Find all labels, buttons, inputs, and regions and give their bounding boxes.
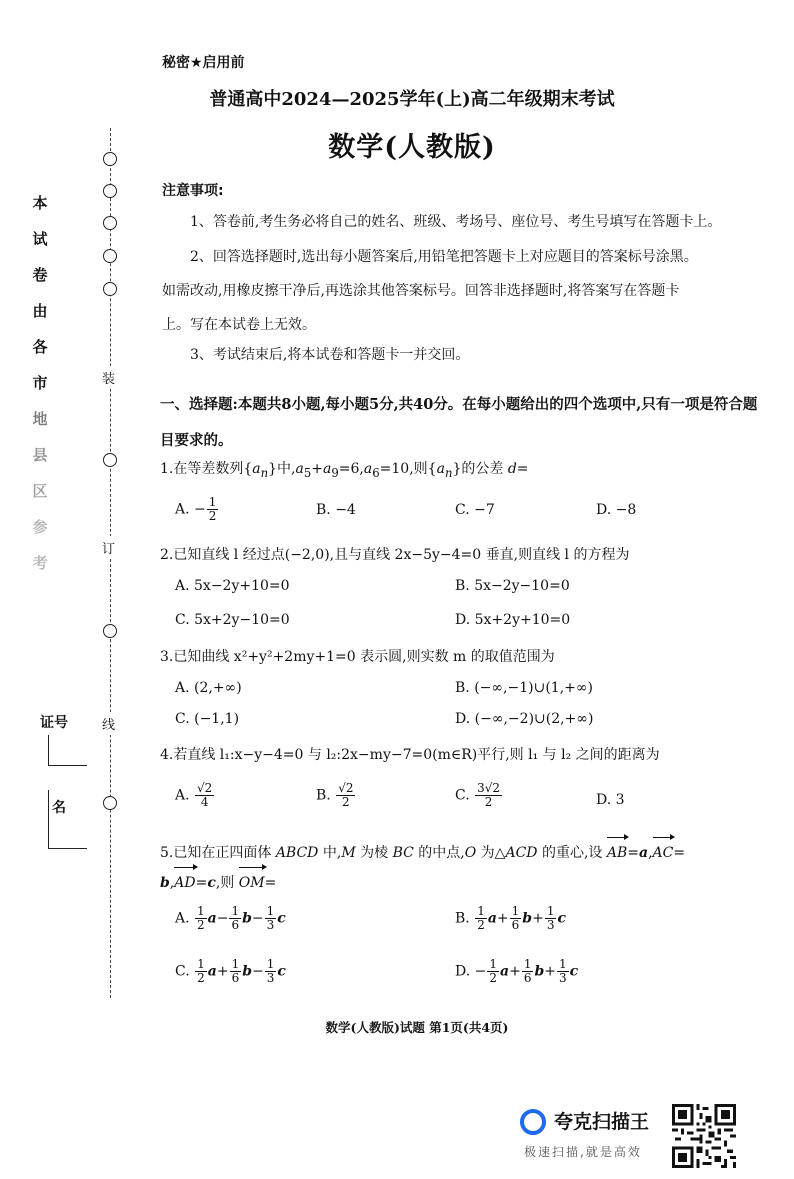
question-3: 3.已知曲线 x²+y²+2my+1=0 表示圆,则实数 m 的取值范围为 <box>160 649 555 665</box>
binding-char-ding: 订 <box>102 536 115 559</box>
note-item: 2、回答选择题时,选出每小题答案后,用铅笔把答题卡上对应题目的答案标号涂黑。 <box>190 249 698 265</box>
q1-option-b: B. −4 <box>316 502 356 518</box>
binding-hole-icon <box>103 216 117 230</box>
q4-option-b: B. $\frac{√2}{2}$ <box>316 781 354 809</box>
q2-option-d: D. 5x+2y+10=0 <box>455 612 571 628</box>
side-vertical-text: 本 试 卷 由 各 市 地 县 区 参 考 <box>32 194 48 572</box>
q1-option-a: A. − $\frac{1}{2}$ <box>175 495 217 523</box>
q4-option-c: C. $\frac{3√2}{2}$ <box>455 781 501 809</box>
binding-hole-icon <box>103 184 117 198</box>
q4-option-a: A. $\frac{√2}{4}$ <box>175 781 213 809</box>
question-1: 1.在等差数列$\{a_n\}$中$,a_5+a_9=6,a_6=10$,则$\{a_n\}$的公差 d= <box>160 461 529 480</box>
q3-option-b: B. (−∞,−1)∪(1,+∞) <box>455 680 593 696</box>
question-4: 4.若直线 l₁:x−y−4=0 与 l₂:2x−my−7=0(m∈R)平行,则 l₁ 与 l₂ 之间的距离为 <box>160 747 660 763</box>
scanner-slogan: 极速扫描,就是高效 <box>524 1145 642 1159</box>
scanner-name: 夸克扫描王 <box>554 1111 650 1133</box>
top-secret-label: 秘密★启用前 <box>162 55 245 71</box>
q3-option-a: A. (2,+∞) <box>175 680 242 696</box>
q2-option-b: B. 5x−2y−10=0 <box>455 578 570 594</box>
binding-hole-icon <box>103 249 117 263</box>
q1-option-c: C. −7 <box>455 502 495 518</box>
field-label-id: 证号 <box>40 715 68 731</box>
field-box-name[interactable] <box>48 790 87 849</box>
field-label-name: 名 <box>52 800 66 816</box>
binding-hole-icon <box>103 453 117 467</box>
q5-option-b: B. $\frac{1}{2}$ a+ $\frac{1}{6}$ b+ $\frac{1}{3}$ c <box>455 904 566 932</box>
q2-option-a: A. 5x−2y+10=0 <box>175 578 290 594</box>
q1-option-d: D. −8 <box>596 502 637 518</box>
field-box-id[interactable] <box>48 735 87 766</box>
note-item: 3、考试结束后,将本试卷和答题卡一并交回。 <box>190 347 470 363</box>
q2-option-c: C. 5x+2y−10=0 <box>175 612 290 628</box>
question-2: 2.已知直线 l 经过点(−2,0),且与直线 2x−5y−4=0 垂直,则直线 l 的方程为 <box>160 547 630 563</box>
q3-option-c: C. (−1,1) <box>175 711 240 727</box>
q5-option-a: A. $\frac{1}{2}$ a− $\frac{1}{6}$ b− $\frac{1}{3}$ c <box>175 904 286 932</box>
binding-hole-icon <box>103 796 117 810</box>
binding-char-zhuang: 装 <box>102 366 115 389</box>
section-heading: 一、选择题:本题共8小题,每小题5分,共40分。在每小题给出的四个选项中,只有一项是符合题目要求的。 <box>160 396 758 449</box>
question-5: 5.已知在正四面体 ABCD 中,M 为棱 BC 的中点,O 为△ACD 的重心,设 AB=a,AC= b,AD=c,则 OM= <box>160 838 770 898</box>
note-item: 如需改动,用橡皮擦干净后,再选涂其他答案标号。回答非选择题时,将答案写在答题卡 <box>162 283 680 299</box>
scanner-ring-icon <box>520 1109 546 1135</box>
note-item: 上。写在本试卷上无效。 <box>162 317 316 333</box>
exam-title: 普通高中2024—2025学年(上)高二年级期末考试 <box>209 89 615 110</box>
binding-hole-icon <box>103 624 117 638</box>
binding-hole-icon <box>103 282 117 296</box>
subject-title: 数学(人教版) <box>328 132 496 163</box>
q5-option-c: C. $\frac{1}{2}$ a+ $\frac{1}{6}$ b− $\frac{1}{3}$ c <box>175 957 286 985</box>
binding-char-xian: 线 <box>102 712 115 735</box>
notes-heading: 注意事项: <box>162 183 224 199</box>
qr-code-icon <box>672 1104 736 1168</box>
page-footer: 数学(人教版)试题 第1页(共4页) <box>325 1020 509 1035</box>
q5-option-d: D. − $\frac{1}{2}$ a+ $\frac{1}{6}$ b+ $\frac{1}{3}$ c <box>455 957 579 985</box>
q4-option-d: D. 3 <box>596 792 625 808</box>
note-item: 1、答卷前,考生务必将自己的姓名、班级、考场号、座位号、考生号填写在答题卡上。 <box>190 214 722 230</box>
q3-option-d: D. (−∞,−2)∪(2,+∞) <box>455 711 594 727</box>
